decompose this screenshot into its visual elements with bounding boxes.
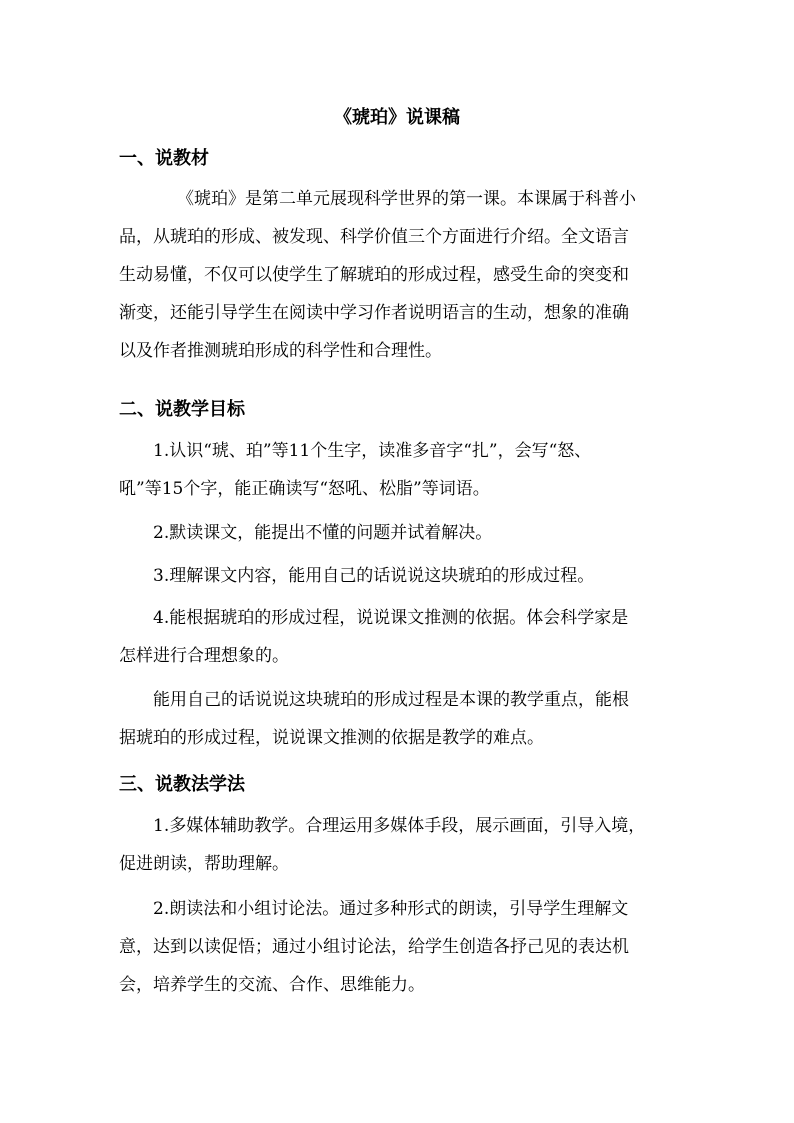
paragraph-line: 会，培养学生的交流、合作、思维能力。 [119, 975, 425, 995]
paragraph-line: 3.理解课文内容，能用自己的话说说这块琥珀的形成过程。 [153, 566, 595, 586]
paragraph-line: 能用自己的话说说这块琥珀的形成过程是本课的教学重点，能根 [153, 690, 629, 710]
paragraph-objective-1 [119, 432, 678, 508]
paragraph-textbook-intro [119, 180, 678, 370]
section-heading-methods: 三、说教法学法 [119, 774, 245, 795]
paragraph-line: 以及作者推测琥珀形成的科学性和合理性。 [119, 341, 442, 361]
paragraph-line: 据琥珀的形成过程，说说课文推测的依据是教学的难点。 [119, 728, 544, 748]
paragraph-objective-3 [119, 557, 678, 595]
paragraph-method-1 [119, 807, 678, 883]
paragraph-line: 生动易懂，不仅可以使学生了解琥珀的形成过程，感受生命的突变和 [119, 265, 629, 285]
paragraph-line: 1.认识“琥、珀”等11个生字，读准多音字“扎”，会写“怒、 [153, 441, 592, 461]
paragraph-line: 怎样进行合理想象的。 [119, 646, 289, 666]
paragraph-line: 《琥珀》是第二单元展现科学世界的第一课。本课属于科普小 [177, 189, 636, 209]
paragraph-method-2 [119, 890, 678, 1004]
paragraph-line: 促进朗读，帮助理解。 [119, 854, 289, 874]
paragraph-line: 渐变，还能引导学生在阅读中学习作者说明语言的生动，想象的准确 [119, 303, 629, 323]
paragraph-line: 1.多媒体辅助教学。合理运用多媒体手段，展示画面，引导入境， [153, 816, 646, 836]
section-heading-textbook: 一、说教材 [119, 148, 209, 169]
paragraph-line: 意，达到以读促悟；通过小组讨论法，给学生创造各抒己见的表达机 [119, 937, 629, 957]
paragraph-line: 2.朗读法和小组讨论法。通过多种形式的朗读，引导学生理解文 [153, 899, 629, 919]
paragraph-line: 吼”等15个字，能正确读写“怒吼、松脂”等词语。 [119, 479, 490, 499]
paragraph-objective-4 [119, 599, 678, 675]
document-title: 《琥珀》说课稿 [334, 107, 460, 128]
paragraph-line: 品，从琥珀的形成、被发现、科学价值三个方面进行介绍。全文语言 [119, 227, 629, 247]
paragraph-objective-2 [119, 514, 678, 552]
paragraph-key-points [119, 681, 678, 757]
paragraph-line: 4.能根据琥珀的形成过程，说说课文推测的依据。体会科学家是 [153, 608, 629, 628]
paragraph-line: 2.默读课文，能提出不懂的问题并试着解决。 [153, 523, 493, 543]
section-heading-objectives: 二、说教学目标 [119, 399, 245, 420]
